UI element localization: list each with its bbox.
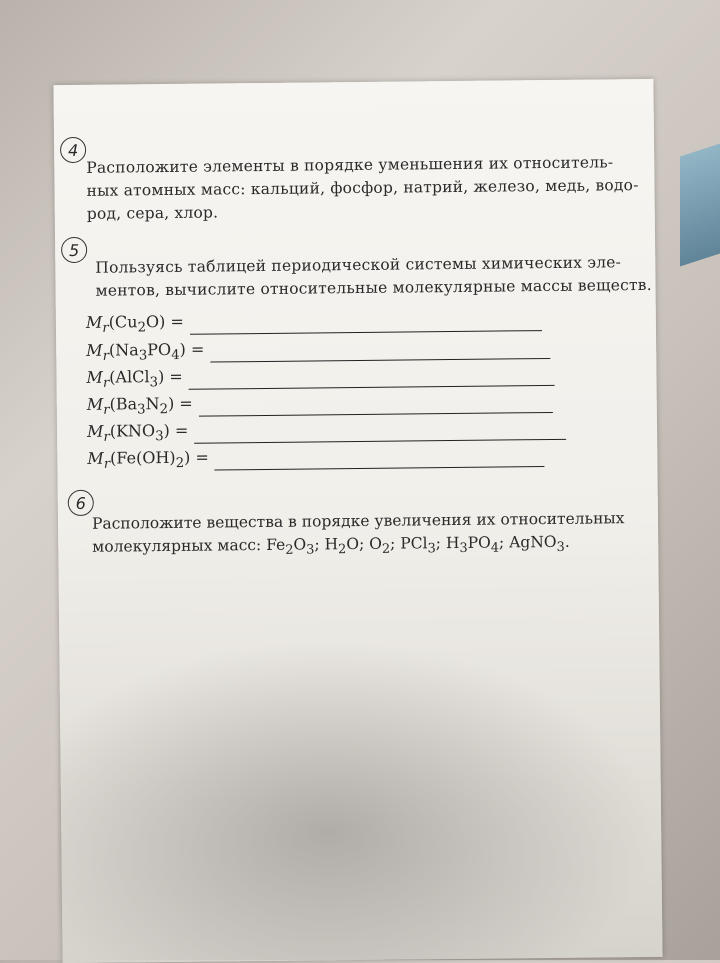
formula-subscript: 4 (171, 348, 180, 364)
formula-part: O) = (145, 311, 184, 332)
mr-subscript: r (102, 375, 110, 391)
formula-subscript: 3 (427, 541, 436, 557)
formula-part: O (293, 535, 307, 554)
mr-subscript: r (103, 429, 110, 445)
formula-text (110, 448, 209, 472)
formula-part: ; (314, 535, 325, 554)
formula-part: ) = (167, 393, 193, 413)
formula-row (87, 444, 545, 472)
mr-subscript: r (102, 348, 110, 364)
formula-subscript: 2 (338, 542, 347, 558)
mr-subscript: r (103, 402, 110, 418)
formula-subscript: 3 (306, 542, 315, 558)
formula-part: O (369, 534, 382, 553)
formula-part: ; (390, 534, 401, 553)
task-6-text (92, 507, 625, 564)
formula-row (86, 336, 550, 364)
formula-part: H (445, 533, 460, 553)
worksheet-content (53, 79, 662, 963)
formula-part: ) = (183, 447, 209, 467)
answer-blank-line[interactable] (194, 425, 566, 444)
formula-part: H (324, 535, 339, 554)
task-4-line-3: род, сера, хлор. (86, 203, 219, 223)
formula-text (109, 312, 184, 336)
task-5-number-circle (61, 237, 87, 263)
background-object (680, 144, 720, 267)
formula-part: ; (498, 533, 510, 552)
formula-part: ) = (157, 366, 183, 387)
formula-subscript: 3 (137, 402, 146, 418)
formula-part: (Na (108, 340, 139, 360)
task-6-line-2 (92, 530, 625, 564)
substance-formula (266, 535, 325, 558)
formula-part: PO (467, 533, 491, 552)
formula-subscript: 2 (381, 541, 391, 557)
formula-subscript: 2 (175, 456, 185, 472)
formula-subscript: 3 (459, 540, 468, 557)
substance-formula (324, 534, 370, 558)
formula-text (109, 340, 205, 364)
formula-part: ; (435, 534, 446, 553)
mr-symbol: $M_r$ (85, 312, 109, 336)
formula-row (87, 417, 567, 445)
formula-part: (KNO (109, 421, 156, 441)
substance-formula (509, 532, 570, 556)
mr-symbol: $M_r$ (86, 394, 110, 418)
task-5-line-2: ментов, вычислите относительные молекулярные массы веществ. (95, 275, 652, 300)
task-6-number-circle (68, 490, 94, 516)
formula-subscript: 2 (285, 542, 294, 558)
answer-blank-line[interactable] (199, 398, 553, 417)
formula-text (110, 421, 189, 445)
formula-part: ; (358, 534, 370, 553)
formula-part: PO (147, 339, 172, 360)
formula-part: PCl (400, 534, 428, 553)
task-6-number: 6 (75, 493, 86, 513)
formula-subscript: 2 (159, 402, 169, 418)
formula-subscript: 3 (138, 348, 148, 364)
substance-formula (400, 534, 446, 557)
mr-subscript: r (103, 456, 111, 472)
formula-part: ) = (179, 339, 205, 359)
mr-subscript: r (102, 320, 109, 336)
answer-blank-line[interactable] (189, 371, 555, 390)
task-6-prefix: молекулярных масс: (92, 535, 267, 556)
task-4-number: 4 (67, 140, 79, 160)
task-5-text (95, 251, 652, 303)
formula-subscript: 2 (137, 320, 147, 336)
answer-blank-line[interactable] (215, 452, 545, 470)
task-4-text (86, 151, 639, 226)
formula-part: AgNO (509, 532, 557, 552)
formula-part: O (346, 534, 360, 554)
formula-row (87, 390, 553, 418)
formula-subscript: 4 (490, 540, 500, 556)
task-6-line-1: Расположите вещества в порядке увеличения их относительных (91, 509, 625, 533)
mr-symbol: $M_r$ (87, 448, 111, 472)
formula-part: . (564, 532, 570, 551)
formula-row (86, 363, 554, 391)
worksheet-page (53, 79, 662, 963)
substance-formula (369, 534, 401, 557)
formula-text (109, 367, 183, 391)
formula-part: (Cu (108, 312, 138, 332)
task-4-line-2: ных атомных масс: кальций, фосфор, натрий, железо, медь, водо- (86, 176, 639, 200)
formula-part: (Fe(OH) (109, 447, 176, 468)
substance-formula (445, 533, 510, 557)
formula-subscript: 3 (556, 539, 565, 556)
task-5-line-1: Пользуясь таблицей периодической системы химических эле- (95, 253, 622, 277)
formula-row (86, 308, 542, 336)
formula-part: N (145, 394, 160, 414)
formula-subscript: 3 (149, 375, 159, 391)
formula-part: ) = (163, 420, 189, 441)
task-4-line-1: Расположите элементы в порядке уменьшения их относитель- (86, 153, 614, 177)
answer-blank-line[interactable] (190, 316, 542, 335)
answer-blank-line[interactable] (210, 344, 550, 363)
mr-symbol: $M_r$ (86, 367, 110, 391)
formula-part: Fe (266, 535, 286, 554)
formula-part: (Ba (109, 394, 138, 414)
formula-text (109, 394, 192, 418)
task-4-number-circle (60, 137, 86, 163)
formula-part: (AlCl (109, 367, 150, 387)
mr-symbol: $M_r$ (86, 340, 110, 364)
formula-subscript: 3 (155, 429, 164, 445)
task-5-number: 5 (68, 240, 80, 260)
mr-symbol: $M_r$ (86, 421, 110, 445)
